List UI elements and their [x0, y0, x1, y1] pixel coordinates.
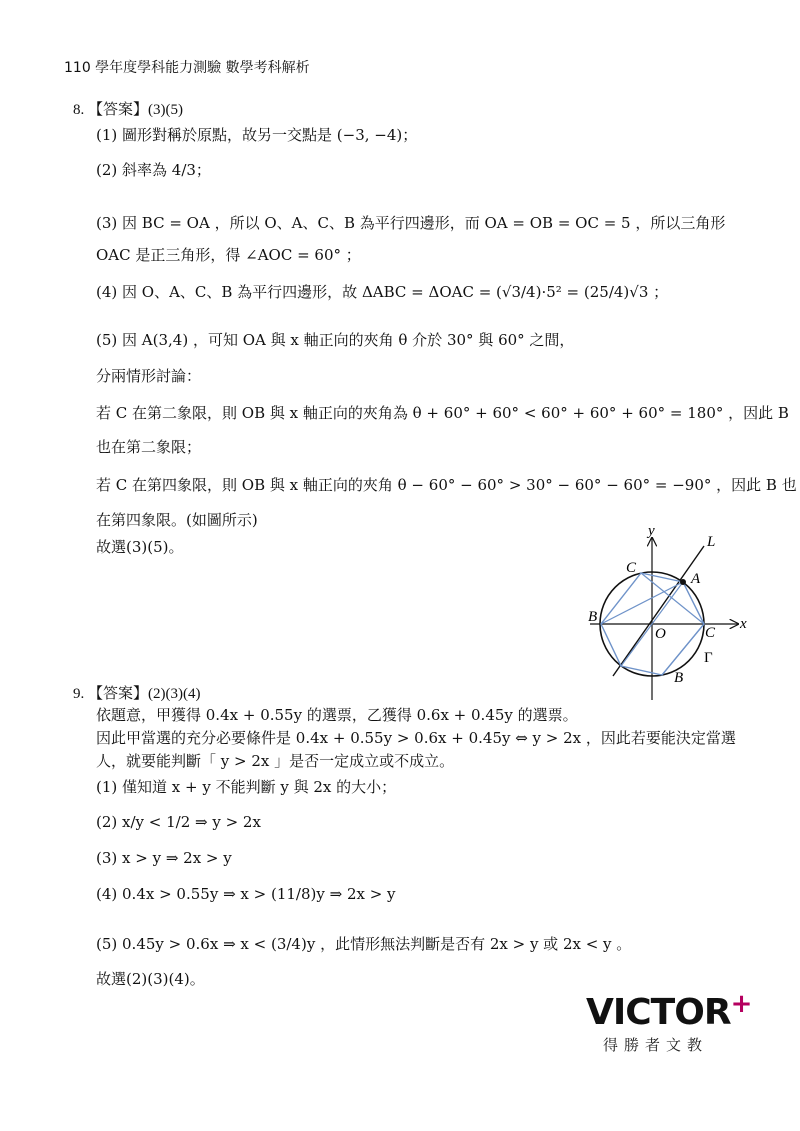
- label-x: x: [740, 616, 747, 632]
- logo-plus-icon: +: [730, 989, 752, 1019]
- q8-case-2nd-quadrant: 若 C 在第二象限，則 OB 與 x 軸正向的夾角為 θ + 60° + 60° < 60° + 60° + 60° = 180° ，因此 B: [96, 404, 789, 422]
- q9-line-1: 依題意，甲獲得 0.4x + 0.55y 的選票，乙獲得 0.6x + 0.45y 的選票。: [96, 706, 578, 724]
- q8-item-3-cont: OAC 是正三角形，得 ∠AOC = 60° ；: [96, 246, 361, 264]
- page-header: 110 學年度學科能力測驗 數學考科解析: [64, 60, 310, 76]
- q8-item-3: (3) 因 BC = OA ，所以 O、A、C、B 為平行四邊形，而 OA = OB = OC = 5 ，所以三角形: [96, 214, 726, 232]
- q9-item-5: (5) 0.45y > 0.6x ⇒ x < (3/4)y ，此情形無法判斷是否有 2x > y 或 2x < y 。: [96, 935, 632, 953]
- label-y: y: [648, 523, 655, 539]
- q9-item-3: (3) x > y ⇒ 2x > y: [96, 849, 232, 867]
- q8-item-1: (1) 圖形對稱於原點，故另一交點是 (−3, −4)；: [96, 126, 418, 144]
- q8-item-2: (2) 斜率為 4/3；: [96, 161, 211, 179]
- q8-case-4th-quadrant: 若 C 在第四象限，則 OB 與 x 軸正向的夾角 θ − 60° − 60° > 30° − 60° − 60° = −90° ，因此 B 也: [96, 476, 797, 494]
- label-gamma: Γ: [704, 650, 713, 666]
- q8-answer-heading: 8. 【答案】(3)(5): [73, 102, 183, 118]
- q8-case-2nd-quadrant-cont: 也在第二象限；: [96, 438, 202, 456]
- q8-case-4th-quadrant-cont: 在第四象限。(如圖所示): [96, 511, 258, 529]
- label-B-lower: B: [674, 670, 684, 686]
- q9-line-3: 人，就要能判斷「 y > 2x 」是否一定成立或不成立。: [96, 752, 455, 770]
- logo-subtitle: 得勝者文教: [603, 1036, 709, 1054]
- q9-conclusion: 故選(2)(3)(4)。: [96, 970, 205, 988]
- q8-item-4: (4) 因 O、A、C、B 為平行四邊形，故 ΔABC = ΔOAC = (√3/4)·5² = (25/4)√3 ；: [96, 283, 669, 301]
- label-B-left: B: [588, 609, 598, 625]
- q9-item-4: (4) 0.4x > 0.55y ⇒ x > (11/8)y ⇒ 2x > y: [96, 885, 396, 903]
- q9-line-2: 因此甲當選的充分必要條件是 0.4x + 0.55y > 0.6x + 0.45y ⇔ y > 2x ，因此若要能決定當選: [96, 729, 736, 747]
- q9-item-1: (1) 僅知道 x + y 不能判斷 y 與 2x 的大小；: [96, 778, 397, 796]
- label-C-right: C: [705, 625, 716, 641]
- q8-conclusion: 故選(3)(5)。: [96, 538, 184, 556]
- q9-item-2: (2) x/y < 1/2 ⇒ y > 2x: [96, 813, 261, 831]
- label-A: A: [691, 571, 701, 587]
- label-C-upper: C: [626, 560, 637, 576]
- label-L: L: [707, 534, 716, 550]
- point-A: [680, 579, 686, 585]
- label-O: O: [655, 626, 666, 642]
- q8-item-5: (5) 因 A(3,4) ，可知 OA 與 x 軸正向的夾角 θ 介於 30° 與 60° 之間，: [96, 331, 575, 349]
- q8-cases-intro: 分兩情形討論：: [96, 367, 202, 385]
- q9-answer-heading: 9. 【答案】(2)(3)(4): [73, 686, 201, 702]
- victor-logo: VICTOR+: [586, 989, 752, 1033]
